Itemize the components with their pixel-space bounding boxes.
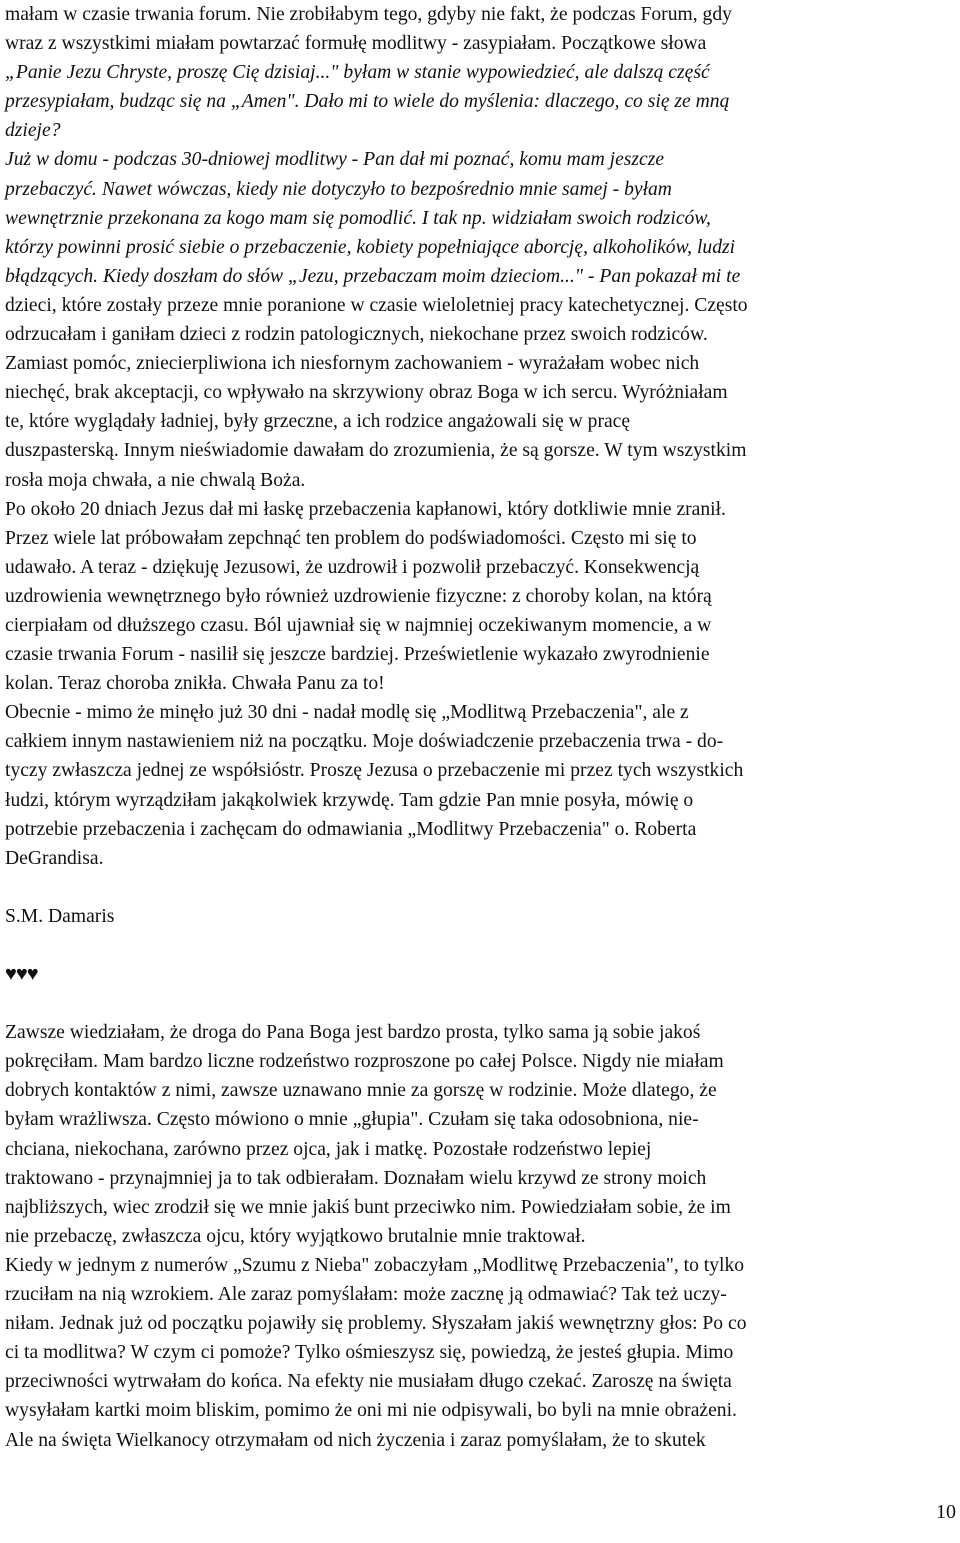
signature: S.M. Damaris	[5, 905, 115, 927]
text-line: „Panie Jezu Chryste, proszę Cię dzisiaj..." byłam w stanie wypowiedzieć, ale dalszą część	[5, 62, 710, 84]
text-line: przebaczyć. Nawet wówczas, kiedy nie dotyczyło to bezpośrednio mnie samej - byłam	[5, 178, 672, 200]
section-2-text	[5, 1018, 953, 1454]
text-line: duszpasterską. Innym nieświadomie dawałam do zrozumienia, że są gorsze. W tym wszystkim	[5, 440, 747, 462]
text-line: Już w domu - podczas 30-dniowej modlitwy - Pan dał mi poznać, komu mam jeszcze	[5, 149, 665, 171]
text-line: Przez wiele lat próbowałam zepchnąć ten problem do podświadomości. Często mi się to	[5, 527, 697, 549]
text-line: całkiem innym nastawieniem niż na początku. Moje doświadczenie przebaczenia trwa - do-	[5, 731, 724, 753]
spacer	[5, 931, 953, 960]
text-line: przesypiałam, budząc się na „Amen". Dało mi to wiele do myślenia: dlaczego, co się ze mną	[5, 91, 730, 113]
text-line: Obecnie - mimo że minęło już 30 dni - nadał modlę się „Modlitwą Przebaczenia", ale z	[5, 702, 689, 724]
text-line: DeGrandisa.	[5, 847, 104, 869]
text-line: którzy powinni prosić siebie o przebaczenie, kobiety popełniające aborcję, alkoholików, ludzi	[5, 236, 736, 258]
text-line: cierpiałam od dłuższego czasu. Ból ujawniał się w najmniej oczekiwanym momencie, a w	[5, 614, 712, 636]
text-line: wysyłałam kartki moim bliskim, pomimo że oni mi nie odpisywali, bo byli na mnie obrażeni.	[5, 1400, 737, 1422]
text-line: dobrych kontaktów z nimi, zawsze uznawano mnie za gorszę w rodzinie. Może dlatego, że	[5, 1080, 717, 1102]
text-line: Zawsze wiedziałam, że droga do Pana Boga jest bardzo prosta, tylko sama ją sobie jakoś	[5, 1022, 701, 1044]
text-line: chciana, niekochana, zarówno przez ojca, jak i matkę. Pozostałe rodzeństwo lepiej	[5, 1138, 652, 1160]
text-line: małam w czasie trwania forum. Nie zrobiłabym tego, gdyby nie fakt, że podczas Forum, gdy	[5, 4, 732, 25]
text-line: błądzących. Kiedy doszłam do słów „Jezu, przebaczam moim dzieciom..." - Pan pokazał mi te	[5, 265, 741, 287]
text-line: przeciwności wytrwałam do końca. Na efekty nie musiałam długo czekać. Zaroszę na święta	[5, 1371, 732, 1393]
text-line: rosła moja chwała, a nie chwalą Boża.	[5, 469, 306, 491]
spacer	[5, 873, 953, 902]
text-line: tyczy zwłaszcza jednej ze współsióstr. Proszę Jezusa o przebaczenie mi przez tych wszystkich	[5, 760, 744, 782]
text-line: odrzucałam i ganiłam dzieci z rodzin patologicznych, niekochane przez swoich rodziców.	[5, 324, 708, 346]
page-number: 10	[936, 1501, 956, 1523]
text-line: potrzebie przebaczenia i zachęcam do odmawiania „Modlitwy Przebaczenia" o. Roberta	[5, 818, 697, 840]
text-line: Kiedy w jednym z numerów „Szumu z Nieba" zobaczyłam „Modlitwę Przebaczenia", to tylko	[5, 1254, 745, 1276]
text-line: ci ta modlitwa? W czym ci pomoże? Tylko ośmieszysz się, powiedzą, że jesteś głupia. Mimo	[5, 1342, 734, 1364]
text-line: rzuciłam na nią wzrokiem. Ale zaraz pomyślałam: może zacznę ją odmawiać? Tak też uczy-	[5, 1284, 727, 1306]
hearts-divider: ♥♥♥	[5, 963, 38, 986]
text-line: kolan. Teraz choroba znikła. Chwała Panu za to!	[5, 673, 385, 695]
text-line: wraz z wszystkimi miałam powtarzać formułę modlitwy - zasypiałam. Początkowe słowa	[5, 33, 707, 55]
text-line: łudzi, którym wyrządziłam jakąkolwiek krzywdę. Tam gdzie Pan mnie posyła, mówię o	[5, 789, 694, 811]
text-line: traktowano - przynajmniej ja to tak odbierałam. Doznałam wielu krzywd ze strony moich	[5, 1167, 707, 1189]
section-1-text	[5, 0, 953, 873]
text-line: uzdrowienia wewnętrznego było również uzdrowienie fizyczne: z choroby kolan, na którą	[5, 585, 712, 607]
text-line: Ale na święta Wielkanocy otrzymałam od nich życzenia i zaraz pomyślałam, że to skutek	[5, 1429, 706, 1451]
text-line: pokręciłam. Mam bardzo liczne rodzeństwo rozproszone po całej Polsce. Nigdy nie miałam	[5, 1051, 724, 1073]
spacer	[5, 989, 953, 1018]
text-line: Po około 20 dniach Jezus dał mi łaskę przebaczenia kapłanowi, który dotkliwie mnie zranił.	[5, 498, 726, 520]
text-line: dzieje?	[5, 120, 61, 142]
text-line: najbliższych, wiec zrodził się we mnie jakiś bunt przeciwko nim. Powiedziałam sobie, że im	[5, 1196, 731, 1218]
text-line: niłam. Jednak już od początku pojawiły się problemy. Słyszałam jakiś wewnętrzny głos: Po co	[5, 1313, 747, 1335]
text-line: czasie trwania Forum - nasilił się jeszcze bardziej. Prześwietlenie wykazało zwyrodnienie	[5, 644, 710, 666]
text-line: Zamiast pomóc, zniecierpliwiona ich niesfornym zachowaniem - wyrażałam wobec nich	[5, 353, 700, 375]
text-line: nie przebaczę, zwłaszcza ojcu, który wyjątkowo brutalnie mnie traktował.	[5, 1225, 586, 1247]
text-line: dzieci, które zostały przeze mnie poranione w czasie wieloletniej pracy katechetycznej. Często	[5, 294, 748, 316]
text-line: wewnętrznie przekonana za kogo mam się pomodlić. I tak np. widziałam swoich rodziców,	[5, 207, 711, 229]
document-page	[5, 0, 953, 1455]
text-line: niechęć, brak akceptacji, co wpływało na skrzywiony obraz Boga w ich sercu. Wyróżniałam	[5, 382, 728, 404]
text-line: te, które wyglądały ładniej, były grzeczne, a ich rodzice angażowali się w pracę	[5, 411, 631, 433]
text-line: udawało. A teraz - dziękuję Jezusowi, że uzdrowił i pozwolił przebaczyć. Konsekwencją	[5, 556, 700, 578]
text-line: byłam wrażliwsza. Często mówiono o mnie „głupia". Czułam się taka odosobniona, nie-	[5, 1109, 699, 1131]
